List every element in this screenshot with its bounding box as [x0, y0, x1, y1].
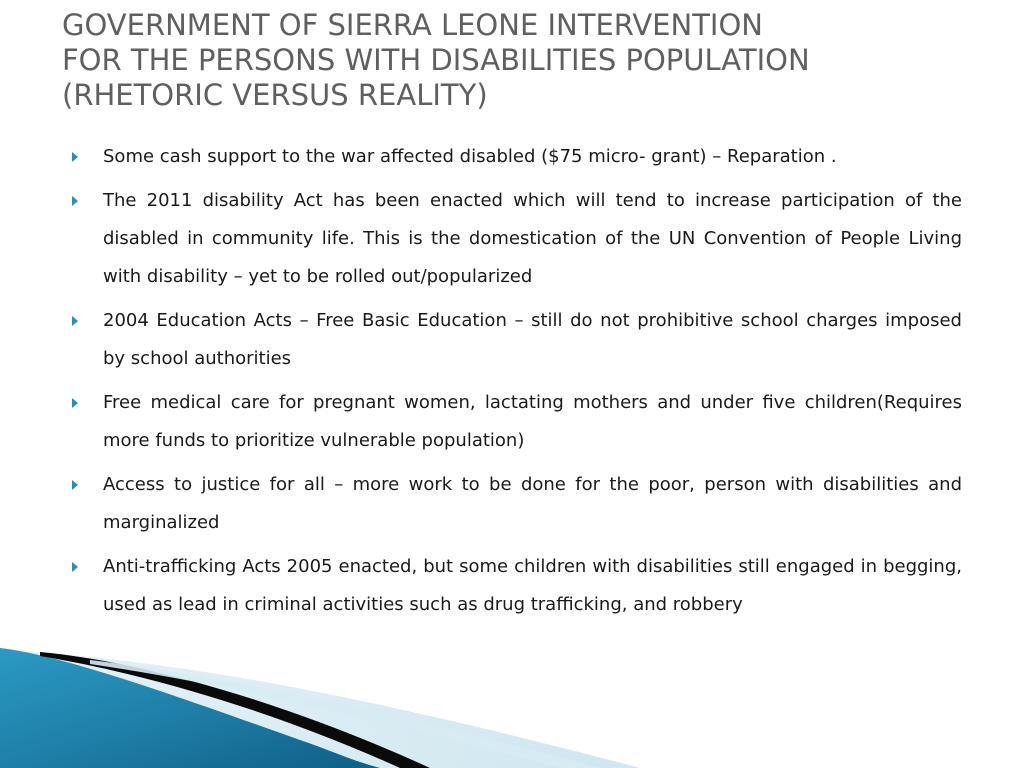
wave-decoration [0, 600, 1024, 768]
bullet-item [72, 138, 962, 176]
bullet-item [72, 384, 962, 460]
bullet-item [72, 302, 962, 378]
slide-title-line: (RHETORIC VERSUS REALITY) [62, 78, 488, 112]
triangle-bullet-icon [72, 562, 78, 572]
bullet-text: The 2011 disability Act has been enacted which will tend to increase participation of the disabled in community life. This is the domestication of the UN Convention of People Living with disability – yet to be rolled out/popularized [103, 190, 962, 287]
bullet-text: Free medical care for pregnant women, lactating mothers and under five children(Requires more funds to prioritize vulnerable population) [103, 392, 962, 451]
bullet-text: 2004 Education Acts – Free Basic Education – still do not prohibitive school charges imposed by school authorities [103, 310, 962, 369]
slide-title [62, 8, 982, 113]
bullet-text: Anti-trafficking Acts 2005 enacted, but some children with disabilities still engaged in begging, used as lead in criminal activities such as drug trafficking, and robbery [103, 556, 962, 615]
bullet-list [72, 138, 962, 630]
triangle-bullet-icon [72, 480, 78, 490]
slide-title-line: FOR THE PERSONS WITH DISABILITIES POPULATION [62, 43, 810, 77]
bullet-text: Some cash support to the war affected disabled ($75 micro- grant) – Reparation . [103, 146, 837, 167]
bullet-item [72, 466, 962, 542]
bullet-item [72, 182, 962, 296]
triangle-bullet-icon [72, 152, 78, 162]
triangle-bullet-icon [72, 316, 78, 326]
slide-title-line: GOVERNMENT OF SIERRA LEONE INTERVENTION [62, 8, 763, 42]
triangle-bullet-icon [72, 196, 78, 206]
bullet-text: Access to justice for all – more work to be done for the poor, person with disabilities and marginalized [103, 474, 962, 533]
triangle-bullet-icon [72, 398, 78, 408]
